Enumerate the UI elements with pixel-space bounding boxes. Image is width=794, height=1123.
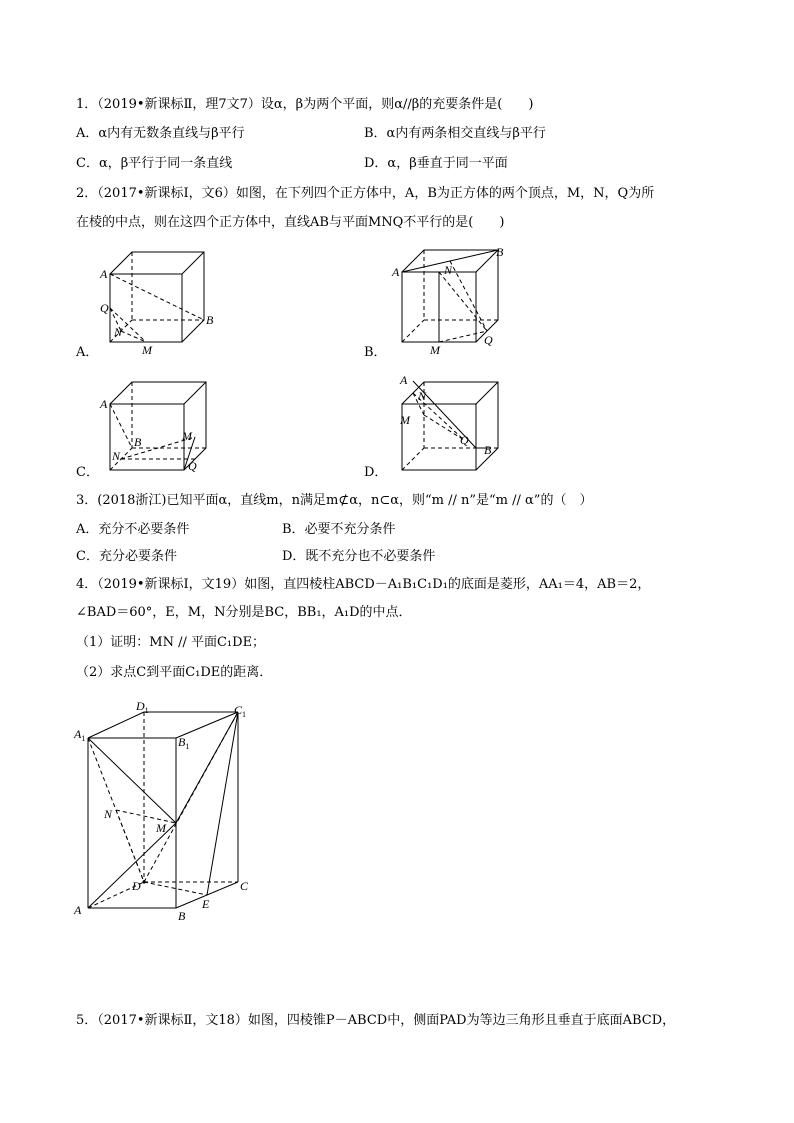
label-a: A [74,903,82,917]
q3-option-b: B．必要不充分条件 [282,522,396,537]
q4-part2: （2）求点C到平面C₁DE的距离． [76,665,273,680]
label-m: M [182,429,192,443]
q2-stem-line1: 2．（2017•新课标Ⅰ，文6）如图，在下列四个正方体中，A，B为正方体的两个顶点，M，N，Q为所 [76,186,655,201]
q3-option-d: D．既不充分也不必要条件 [282,549,436,564]
label-n: N [104,807,113,821]
q2-label-a: A． [76,345,99,360]
q2-figure-b [392,244,512,357]
label-m: M [156,821,166,835]
point-d [142,880,145,883]
q3-stem: 3．(2018浙江)已知平面α，直线m，n满足m⊄α，n⊂α，则“m // n”是“m // α”的（ ） [76,493,593,508]
label-q: Q [460,433,469,447]
q2-label-c: C． [76,465,99,480]
label-a: A [392,265,400,279]
label-m: M [142,343,152,357]
label-a: A [400,373,408,387]
label-b1: $B_1$ [178,735,190,751]
q2-stem-line2: 在棱的中点，则在这四个正方体中，直线AB与平面MNQ不平行的是( ) [76,215,505,230]
label-n: N [418,389,427,403]
q1-option-b: B．α内有两条相交直线与β平行 [364,126,546,141]
label-n: N [114,325,123,339]
q2-label-b: B． [364,345,387,360]
prism-svg [74,694,264,924]
q1-option-d: D．α，β垂直于同一平面 [364,156,508,171]
label-c: C [240,879,249,893]
label-a: A [100,397,108,411]
label-d1: $D_1$ [136,699,149,715]
cube-d-svg [392,370,512,480]
cube-a-svg [100,244,220,357]
q1-option-c: C．α，β平行于同一条直线 [76,156,233,171]
label-q: Q [484,333,493,347]
label-m: M [400,413,410,427]
label-b: B [134,435,142,449]
cube-b-svg [392,244,512,357]
label-b: B [496,245,504,259]
label-b: B [484,443,492,457]
q4-stem-line1: 4．（2019•新课标Ⅰ，文19）如图，直四棱柱ABCD－A₁B₁C₁D₁的底面是菱形，AA₁＝4，AB＝2， [76,577,651,592]
label-q: Q [100,301,109,315]
q4-prism-figure [74,694,264,924]
label-b: B [206,313,214,327]
label-q: Q [188,459,197,473]
q2-figure-c [100,378,220,478]
q3-option-a: A．充分不必要条件 [76,522,190,537]
q2-figure-a [100,244,220,357]
label-b: B [178,909,186,923]
q3-option-c: C．充分必要条件 [76,549,177,564]
label-a1: $A_1$ [74,727,86,743]
q1-stem: 1．（2019•新课标Ⅱ，理7文7）设α，β为两个平面，则α//β的充要条件是( ) [76,97,534,112]
label-n: N [112,449,121,463]
q2-label-d: D． [364,465,388,480]
cube-c-svg [100,378,220,478]
q4-part1: （1）证明：MN // 平面C₁DE； [76,635,266,650]
q5-stem: 5．（2017•新课标Ⅱ，文18）如图，四棱锥P－ABCD中，侧面PAD为等边三角形且垂直于底面ABCD， [76,1013,676,1028]
q4-stem-line2: ∠BAD＝60°，E，M，N分别是BC，BB₁，A₁D的中点． [76,605,412,620]
label-m: M [430,343,440,357]
q2-figure-d [392,370,512,480]
q1-option-a: A．α内有无数条直线与β平行 [76,126,245,141]
label-a: A [100,267,108,281]
label-d: D [132,879,141,893]
label-n: N [444,263,453,277]
label-e: E [202,897,210,911]
label-c1: $C_1$ [234,703,247,719]
